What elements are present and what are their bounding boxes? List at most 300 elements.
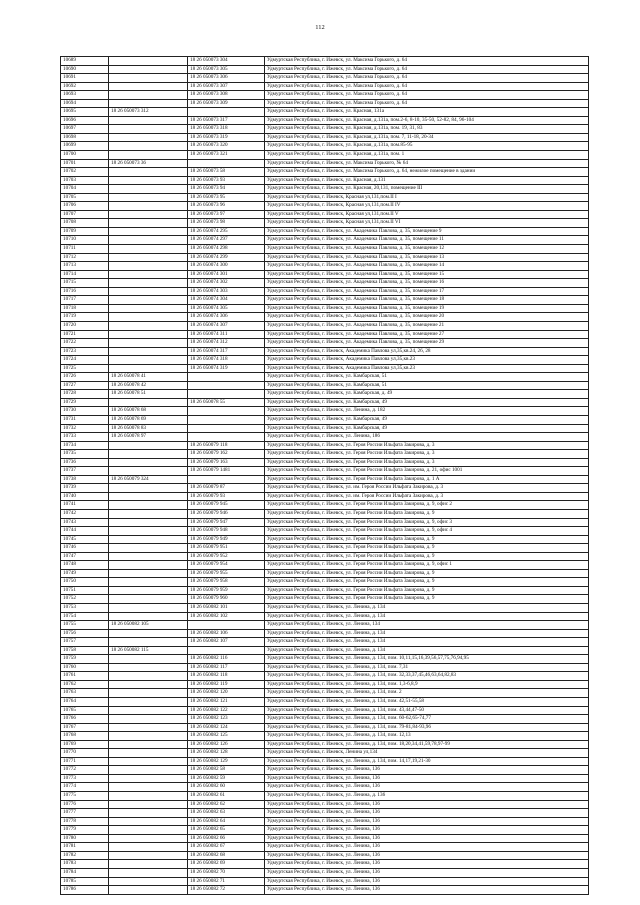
land-plot-cadastral-number-cell bbox=[109, 193, 188, 202]
address-cell: Удмуртская Республика, г. Ижевск, ул. Академика Павлова, д. 35, помещение 19 bbox=[265, 304, 589, 313]
building-cadastral-number-cell: 18 26 050074 312 bbox=[188, 339, 265, 348]
table-row bbox=[61, 544, 589, 553]
building-cadastral-number-cell: 18 26 050079 945 bbox=[188, 501, 265, 510]
land-plot-cadastral-number-cell bbox=[109, 202, 188, 211]
land-plot-cadastral-number-cell bbox=[109, 304, 188, 313]
row-number-cell: 10706 bbox=[61, 202, 109, 211]
land-plot-cadastral-number-cell: 18 26 050082 105 bbox=[109, 621, 188, 630]
row-number-cell: 10715 bbox=[61, 279, 109, 288]
row-number-cell: 10731 bbox=[61, 415, 109, 424]
table-row bbox=[61, 287, 589, 296]
table-row bbox=[61, 886, 589, 895]
land-plot-cadastral-number-cell bbox=[109, 270, 188, 279]
building-cadastral-number-cell: 18 26 050082 70 bbox=[188, 868, 265, 877]
table-row bbox=[61, 398, 589, 407]
land-plot-cadastral-number-cell bbox=[109, 185, 188, 194]
table-row bbox=[61, 296, 589, 305]
table-row bbox=[61, 458, 589, 467]
row-number-cell: 10697 bbox=[61, 125, 109, 134]
table-row bbox=[61, 826, 589, 835]
table-row bbox=[61, 159, 589, 168]
address-cell: Удмуртская Республика, г. Ижевск, ул. Академика Павлова, д. 35, помещение 29 bbox=[265, 339, 589, 348]
table-row bbox=[61, 672, 589, 681]
row-number-cell: 10751 bbox=[61, 586, 109, 595]
land-plot-cadastral-number-cell bbox=[109, 219, 188, 228]
table-row bbox=[61, 321, 589, 330]
row-number-cell: 10728 bbox=[61, 390, 109, 399]
row-number-cell: 10771 bbox=[61, 757, 109, 766]
building-cadastral-number-cell bbox=[188, 433, 265, 442]
row-number-cell: 10764 bbox=[61, 698, 109, 707]
row-number-cell: 10692 bbox=[61, 82, 109, 91]
land-plot-cadastral-number-cell: 18 26 050078 41 bbox=[109, 373, 188, 382]
row-number-cell: 10718 bbox=[61, 304, 109, 313]
land-plot-cadastral-number-cell bbox=[109, 321, 188, 330]
row-number-cell: 10736 bbox=[61, 458, 109, 467]
land-plot-cadastral-number-cell bbox=[109, 168, 188, 177]
row-number-cell: 10741 bbox=[61, 501, 109, 510]
row-number-cell: 10755 bbox=[61, 621, 109, 630]
building-cadastral-number-cell: 18 26 050074 300 bbox=[188, 262, 265, 271]
table-row bbox=[61, 65, 589, 74]
row-number-cell: 10714 bbox=[61, 270, 109, 279]
table-row bbox=[61, 680, 589, 689]
table-row bbox=[61, 612, 589, 621]
land-plot-cadastral-number-cell bbox=[109, 57, 188, 66]
address-cell: Удмуртская Республика, г. Ижевск, ул. Красная, д.131а, пом.85-95 bbox=[265, 142, 589, 151]
row-number-cell: 10756 bbox=[61, 629, 109, 638]
row-number-cell: 10745 bbox=[61, 535, 109, 544]
building-cadastral-number-cell: 18 26 050082 71 bbox=[188, 877, 265, 886]
table-row bbox=[61, 467, 589, 476]
row-number-cell: 10785 bbox=[61, 877, 109, 886]
table-row bbox=[61, 142, 589, 151]
row-number-cell: 10758 bbox=[61, 646, 109, 655]
address-cell: Удмуртская Республика, г. Ижевск, ул. Героя России Ильфата Закирова, д. 9 bbox=[265, 578, 589, 587]
building-cadastral-number-cell: 18 26 050074 317 bbox=[188, 347, 265, 356]
row-number-cell: 10765 bbox=[61, 706, 109, 715]
row-number-cell: 10712 bbox=[61, 253, 109, 262]
row-number-cell: 10753 bbox=[61, 604, 109, 613]
table-row bbox=[61, 99, 589, 108]
address-cell: Удмуртская Республика, г. Ижевск, ул. Ленина, 136 bbox=[265, 826, 589, 835]
table-row bbox=[61, 390, 589, 399]
address-cell: Удмуртская Республика, г. Ижевск, ул. Героя России Ильфата Закирова, д. 3 bbox=[265, 458, 589, 467]
building-cadastral-number-cell: 18 26 050079 947 bbox=[188, 518, 265, 527]
building-cadastral-number-cell bbox=[188, 373, 265, 382]
table-row bbox=[61, 253, 589, 262]
table-row bbox=[61, 621, 589, 630]
address-cell: Удмуртская Республика, г. Ижевск, ул. Ленина, 186 bbox=[265, 433, 589, 442]
building-cadastral-number-cell bbox=[188, 381, 265, 390]
table-row bbox=[61, 766, 589, 775]
land-plot-cadastral-number-cell bbox=[109, 612, 188, 621]
table-row bbox=[61, 424, 589, 433]
row-number-cell: 10719 bbox=[61, 313, 109, 322]
building-cadastral-number-cell: 18 26 050082 129 bbox=[188, 757, 265, 766]
address-cell: Удмуртская Республика, г. Ижевск, ул. Красная, д.131а, пом.2-6, 8-10, 35-50, 52-82, 84, 96-104 bbox=[265, 116, 589, 125]
land-plot-cadastral-number-cell bbox=[109, 723, 188, 732]
address-cell: Удмуртская Республика, г. Ижевск, Академика Павлова ул,35,кв.23 bbox=[265, 356, 589, 365]
table-row bbox=[61, 227, 589, 236]
address-cell: Удмуртская Республика, г. Ижевск, ул. Ленина, д. 134 bbox=[265, 612, 589, 621]
address-cell: Удмуртская Республика, г. Ижевск, ул. Героя России Ильфата Закирова, д. 9, офис 2 bbox=[265, 501, 589, 510]
land-plot-cadastral-number-cell bbox=[109, 74, 188, 83]
table-row bbox=[61, 245, 589, 254]
building-cadastral-number-cell: 18 26 050073 319 bbox=[188, 133, 265, 142]
address-cell: Удмуртская Республика, г. Ижевск, ул. Ленина, д. 134, пом. 10,11,15,16,39,56,57,75,76,94,95 bbox=[265, 655, 589, 664]
address-cell: Удмуртская Республика, г. Ижевск, Красная ул,131,пом.II V bbox=[265, 210, 589, 219]
address-cell: Удмуртская Республика, г. Ижевск, ул. Красная, д.131 bbox=[265, 176, 589, 185]
building-cadastral-number-cell: 18 26 050079 87 bbox=[188, 484, 265, 493]
table-row bbox=[61, 757, 589, 766]
row-number-cell: 10695 bbox=[61, 108, 109, 117]
table-row bbox=[61, 108, 589, 117]
row-number-cell: 10746 bbox=[61, 544, 109, 553]
building-cadastral-number-cell: 18 26 050082 123 bbox=[188, 715, 265, 724]
address-cell: Удмуртская Республика, г. Ижевск, ул. Героя России Ильфата Закирова, д. 9, офис 1 bbox=[265, 561, 589, 570]
row-number-cell: 10782 bbox=[61, 851, 109, 860]
table-row bbox=[61, 347, 589, 356]
table-row bbox=[61, 415, 589, 424]
land-plot-cadastral-number-cell: 18 26 050078 42 bbox=[109, 381, 188, 390]
building-cadastral-number-cell: 18 26 050074 304 bbox=[188, 296, 265, 305]
address-cell: Удмуртская Республика, г. Ижевск, ул. Красная, д.131а, пом. 7, 11-18, 20-34 bbox=[265, 133, 589, 142]
building-cadastral-number-cell: 18 26 050073 309 bbox=[188, 99, 265, 108]
row-number-cell: 10775 bbox=[61, 792, 109, 801]
address-cell: Удмуртская Республика, г. Ижевск, ул. Героя России Ильфата Закирова, д. 9 bbox=[265, 586, 589, 595]
address-cell: Удмуртская Республика, г. Ижевск, ул. Ленина, д. 134, пом. 43,44,47-50 bbox=[265, 706, 589, 715]
row-number-cell: 10723 bbox=[61, 347, 109, 356]
land-plot-cadastral-number-cell bbox=[109, 364, 188, 373]
land-plot-cadastral-number-cell bbox=[109, 65, 188, 74]
row-number-cell: 10705 bbox=[61, 193, 109, 202]
address-cell: Удмуртская Республика, г. Ижевск, ул. Камбарская, 49 bbox=[265, 424, 589, 433]
building-cadastral-number-cell: 18 26 050079 946 bbox=[188, 509, 265, 518]
table-row bbox=[61, 330, 589, 339]
building-cadastral-number-cell: 18 26 050079 163 bbox=[188, 458, 265, 467]
table-row bbox=[61, 381, 589, 390]
address-cell: Удмуртская Республика, г. Ижевск, ул. Ленина, д. 134, пом. 12,13 bbox=[265, 732, 589, 741]
table-row bbox=[61, 698, 589, 707]
row-number-cell: 10704 bbox=[61, 185, 109, 194]
row-number-cell: 10766 bbox=[61, 715, 109, 724]
table-row bbox=[61, 125, 589, 134]
address-cell: Удмуртская Республика, г. Ижевск, ул. Ленина, 136 bbox=[265, 834, 589, 843]
address-cell: Удмуртская Республика, г. Ижевск, ул. Героя России Ильфата Закирова, д. 1 А bbox=[265, 475, 589, 484]
address-cell: Удмуртская Республика, г. Ижевск, ул. им. Героя России Ильфата Закирова, д. 3 bbox=[265, 492, 589, 501]
row-number-cell: 10709 bbox=[61, 227, 109, 236]
address-cell: Удмуртская Республика, г. Ижевск, Красная ул,131,пом.II VI bbox=[265, 219, 589, 228]
table-row bbox=[61, 629, 589, 638]
land-plot-cadastral-number-cell bbox=[109, 509, 188, 518]
table-row bbox=[61, 176, 589, 185]
row-number-cell: 10696 bbox=[61, 116, 109, 125]
building-cadastral-number-cell: 18 26 050073 95 bbox=[188, 193, 265, 202]
land-plot-cadastral-number-cell bbox=[109, 441, 188, 450]
land-plot-cadastral-number-cell bbox=[109, 800, 188, 809]
land-plot-cadastral-number-cell bbox=[109, 142, 188, 151]
row-number-cell: 10710 bbox=[61, 236, 109, 245]
land-plot-cadastral-number-cell bbox=[109, 339, 188, 348]
land-plot-cadastral-number-cell: 18 26 050078 69 bbox=[109, 415, 188, 424]
land-plot-cadastral-number-cell bbox=[109, 809, 188, 818]
land-plot-cadastral-number-cell bbox=[109, 757, 188, 766]
building-cadastral-number-cell: 18 26 050074 311 bbox=[188, 330, 265, 339]
land-plot-cadastral-number-cell bbox=[109, 176, 188, 185]
address-cell: Удмуртская Республика, г. Ижевск, ул. Героя России Ильфата Закирова, д. 3 bbox=[265, 450, 589, 459]
building-cadastral-number-cell: 18 26 050073 304 bbox=[188, 57, 265, 66]
address-cell: Удмуртская Республика, г. Ижевск, ул. Академика Павлова, д. 35, помещение 12 bbox=[265, 245, 589, 254]
row-number-cell: 10698 bbox=[61, 133, 109, 142]
address-cell: Удмуртская Республика, г. Ижевск, ул. Героя России Ильфата Закирова, д. 9, офис 3 bbox=[265, 518, 589, 527]
table-row bbox=[61, 663, 589, 672]
row-number-cell: 10690 bbox=[61, 65, 109, 74]
building-cadastral-number-cell: 18 26 050082 117 bbox=[188, 663, 265, 672]
table-row bbox=[61, 202, 589, 211]
row-number-cell: 10772 bbox=[61, 766, 109, 775]
table-row bbox=[61, 868, 589, 877]
building-cadastral-number-cell: 18 26 050082 69 bbox=[188, 860, 265, 869]
address-cell: Удмуртская Республика, г. Ижевск, ул. Героя России Ильфата Закирова, д. 9 bbox=[265, 595, 589, 604]
land-plot-cadastral-number-cell bbox=[109, 552, 188, 561]
address-cell: Удмуртская Республика, г. Ижевск, ул. Красная, д.131а, пом. 19, 31, 83 bbox=[265, 125, 589, 134]
row-number-cell: 10769 bbox=[61, 740, 109, 749]
land-plot-cadastral-number-cell bbox=[109, 578, 188, 587]
row-number-cell: 10722 bbox=[61, 339, 109, 348]
building-cadastral-number-cell: 18 26 050079 952 bbox=[188, 552, 265, 561]
building-cadastral-number-cell: 18 26 050073 93 bbox=[188, 176, 265, 185]
land-plot-cadastral-number-cell: 18 26 050082 115 bbox=[109, 646, 188, 655]
address-cell: Удмуртская Республика, г. Ижевск, ул. Героя России Ильфата Закирова, д. 9 bbox=[265, 535, 589, 544]
address-cell: Удмуртская Республика, г. Ижевск, ул. Героя России Ильфата Закирова, д. 9 bbox=[265, 509, 589, 518]
row-number-cell: 10754 bbox=[61, 612, 109, 621]
building-cadastral-number-cell: 18 26 050082 126 bbox=[188, 740, 265, 749]
address-cell: Удмуртская Республика, г. Ижевск, ул. Героя России Ильфата Закирова, д. 9 bbox=[265, 552, 589, 561]
row-number-cell: 10767 bbox=[61, 723, 109, 732]
table-row bbox=[61, 151, 589, 160]
table-row bbox=[61, 792, 589, 801]
land-plot-cadastral-number-cell bbox=[109, 834, 188, 843]
row-number-cell: 10737 bbox=[61, 467, 109, 476]
table-row bbox=[61, 475, 589, 484]
building-cadastral-number-cell: 18 26 050073 317 bbox=[188, 116, 265, 125]
land-plot-cadastral-number-cell bbox=[109, 236, 188, 245]
land-plot-cadastral-number-cell bbox=[109, 672, 188, 681]
building-cadastral-number-cell: 18 26 050082 121 bbox=[188, 698, 265, 707]
table-row bbox=[61, 595, 589, 604]
row-number-cell: 10774 bbox=[61, 783, 109, 792]
address-cell: Удмуртская Республика, г. Ижевск, ул. Ленина, д. 134, пом. 2 bbox=[265, 689, 589, 698]
building-cadastral-number-cell bbox=[188, 621, 265, 630]
building-cadastral-number-cell: 18 26 050079 959 bbox=[188, 586, 265, 595]
row-number-cell: 10700 bbox=[61, 151, 109, 160]
building-cadastral-number-cell bbox=[188, 390, 265, 399]
address-cell: Удмуртская Республика, г. Ижевск, ул. Героя России Ильфата Закирова, д. 3 bbox=[265, 441, 589, 450]
table-row bbox=[61, 569, 589, 578]
row-number-cell: 10742 bbox=[61, 509, 109, 518]
row-number-cell: 10708 bbox=[61, 219, 109, 228]
table-row bbox=[61, 441, 589, 450]
table-row bbox=[61, 356, 589, 365]
building-cadastral-number-cell: 18 26 050073 97 bbox=[188, 210, 265, 219]
address-cell: Удмуртская Республика, г. Ижевск, ул. Ленина, д. 134 bbox=[265, 629, 589, 638]
row-number-cell: 10757 bbox=[61, 638, 109, 647]
land-plot-cadastral-number-cell bbox=[109, 330, 188, 339]
address-cell: Удмуртская Республика, г. Ижевск, ул. Максима Горького, д. 64, нежилое помещение в здании bbox=[265, 168, 589, 177]
row-number-cell: 10763 bbox=[61, 689, 109, 698]
land-plot-cadastral-number-cell bbox=[109, 826, 188, 835]
address-cell: Удмуртская Республика, г. Ижевск, ул. Красная, 131а bbox=[265, 108, 589, 117]
row-number-cell: 10693 bbox=[61, 91, 109, 100]
row-number-cell: 10713 bbox=[61, 262, 109, 271]
row-number-cell: 10732 bbox=[61, 424, 109, 433]
row-number-cell: 10711 bbox=[61, 245, 109, 254]
table-row bbox=[61, 433, 589, 442]
land-plot-cadastral-number-cell bbox=[109, 347, 188, 356]
land-plot-cadastral-number-cell bbox=[109, 663, 188, 672]
building-cadastral-number-cell: 18 26 050074 303 bbox=[188, 287, 265, 296]
row-number-cell: 10689 bbox=[61, 57, 109, 66]
table-row bbox=[61, 219, 589, 228]
address-cell: Удмуртская Республика, г. Ижевск, ул. Ленина, 136 bbox=[265, 868, 589, 877]
table-row bbox=[61, 851, 589, 860]
address-cell: Удмуртская Республика, г. Ижевск, ул. Ленина, 136 bbox=[265, 886, 589, 895]
row-number-cell: 10760 bbox=[61, 663, 109, 672]
table-row bbox=[61, 843, 589, 852]
row-number-cell: 10777 bbox=[61, 809, 109, 818]
row-number-cell: 10733 bbox=[61, 433, 109, 442]
land-plot-cadastral-number-cell bbox=[109, 783, 188, 792]
land-plot-cadastral-number-cell bbox=[109, 851, 188, 860]
land-plot-cadastral-number-cell bbox=[109, 535, 188, 544]
building-cadastral-number-cell: 18 26 050082 120 bbox=[188, 689, 265, 698]
row-number-cell: 10730 bbox=[61, 407, 109, 416]
address-cell: Удмуртская Республика, г. Ижевск, ул. Героя России Ильфата Закирова, д. 21, офис 1001 bbox=[265, 467, 589, 476]
land-plot-cadastral-number-cell bbox=[109, 629, 188, 638]
row-number-cell: 10720 bbox=[61, 321, 109, 330]
table-row bbox=[61, 91, 589, 100]
row-number-cell: 10748 bbox=[61, 561, 109, 570]
land-plot-cadastral-number-cell bbox=[109, 595, 188, 604]
table-row bbox=[61, 450, 589, 459]
land-plot-cadastral-number-cell bbox=[109, 749, 188, 758]
land-plot-cadastral-number-cell bbox=[109, 501, 188, 510]
address-cell: Удмуртская Республика, г. Ижевск, ул. Ленина, 136 bbox=[265, 766, 589, 775]
row-number-cell: 10707 bbox=[61, 210, 109, 219]
table-row bbox=[61, 407, 589, 416]
table-row bbox=[61, 57, 589, 66]
building-cadastral-number-cell: 18 26 050079 93 bbox=[188, 492, 265, 501]
address-cell: Удмуртская Республика, г. Ижевск, ул. Ленина, д. 182 bbox=[265, 407, 589, 416]
building-cadastral-number-cell bbox=[188, 475, 265, 484]
row-number-cell: 10738 bbox=[61, 475, 109, 484]
row-number-cell: 10703 bbox=[61, 176, 109, 185]
row-number-cell: 10725 bbox=[61, 364, 109, 373]
building-cadastral-number-cell: 18 26 050082 66 bbox=[188, 834, 265, 843]
building-cadastral-number-cell: 18 26 050082 106 bbox=[188, 629, 265, 638]
building-cadastral-number-cell bbox=[188, 159, 265, 168]
table-row bbox=[61, 270, 589, 279]
building-cadastral-number-cell: 18 26 050079 958 bbox=[188, 578, 265, 587]
row-number-cell: 10761 bbox=[61, 672, 109, 681]
table-row bbox=[61, 586, 589, 595]
land-plot-cadastral-number-cell bbox=[109, 279, 188, 288]
address-cell: Удмуртская Республика, г. Ижевск, ул. Ленина, д. 134, пом. 79-81,84-93,96 bbox=[265, 723, 589, 732]
table-row bbox=[61, 740, 589, 749]
address-cell: Удмуртская Республика, г. Ижевск, ул. им. Героя России Ильфата Закирова, д. 3 bbox=[265, 484, 589, 493]
building-cadastral-number-cell: 18 26 050074 306 bbox=[188, 313, 265, 322]
land-plot-cadastral-number-cell bbox=[109, 91, 188, 100]
address-cell: Удмуртская Республика, г. Ижевск, ул. Ленина, д. 134 bbox=[265, 646, 589, 655]
land-plot-cadastral-number-cell bbox=[109, 860, 188, 869]
table-row bbox=[61, 655, 589, 664]
table-row bbox=[61, 732, 589, 741]
building-cadastral-number-cell: 18 26 050073 94 bbox=[188, 185, 265, 194]
address-cell: Удмуртская Республика, г. Ижевск, ул. Академика Павлова, д. 35, помещение 14 bbox=[265, 262, 589, 271]
table-row bbox=[61, 210, 589, 219]
table-row bbox=[61, 185, 589, 194]
land-plot-cadastral-number-cell bbox=[109, 740, 188, 749]
land-plot-cadastral-number-cell bbox=[109, 210, 188, 219]
building-cadastral-number-cell: 18 26 050082 101 bbox=[188, 604, 265, 613]
building-cadastral-number-cell: 18 26 050078 55 bbox=[188, 398, 265, 407]
address-cell: Удмуртская Республика, г. Ижевск, ул. Академика Павлова, д. 35, помещение 21 bbox=[265, 321, 589, 330]
row-number-cell: 10778 bbox=[61, 817, 109, 826]
land-plot-cadastral-number-cell bbox=[109, 467, 188, 476]
land-plot-cadastral-number-cell bbox=[109, 886, 188, 895]
row-number-cell: 10702 bbox=[61, 168, 109, 177]
row-number-cell: 10762 bbox=[61, 680, 109, 689]
building-cadastral-number-cell: 18 26 050073 98 bbox=[188, 219, 265, 228]
building-cadastral-number-cell: 18 26 050082 64 bbox=[188, 817, 265, 826]
building-cadastral-number-cell: 18 26 050082 125 bbox=[188, 732, 265, 741]
land-plot-cadastral-number-cell bbox=[109, 227, 188, 236]
building-cadastral-number-cell: 18 26 050079 951 bbox=[188, 544, 265, 553]
land-plot-cadastral-number-cell bbox=[109, 604, 188, 613]
address-cell: Удмуртская Республика, г. Ижевск, ул. Академика Павлова, д. 35, помещение 15 bbox=[265, 270, 589, 279]
row-number-cell: 10744 bbox=[61, 527, 109, 536]
cadastral-register-table bbox=[60, 56, 589, 895]
building-cadastral-number-cell: 18 26 050082 122 bbox=[188, 706, 265, 715]
building-cadastral-number-cell: 18 26 050079 960 bbox=[188, 595, 265, 604]
building-cadastral-number-cell: 18 26 050079 118 bbox=[188, 441, 265, 450]
land-plot-cadastral-number-cell bbox=[109, 82, 188, 91]
building-cadastral-number-cell: 18 26 050082 116 bbox=[188, 655, 265, 664]
land-plot-cadastral-number-cell bbox=[109, 287, 188, 296]
land-plot-cadastral-number-cell bbox=[109, 655, 188, 664]
land-plot-cadastral-number-cell bbox=[109, 458, 188, 467]
row-number-cell: 10740 bbox=[61, 492, 109, 501]
table-row bbox=[61, 262, 589, 271]
building-cadastral-number-cell: 18 26 050082 118 bbox=[188, 672, 265, 681]
building-cadastral-number-cell: 18 26 050073 306 bbox=[188, 74, 265, 83]
building-cadastral-number-cell: 18 26 050073 318 bbox=[188, 125, 265, 134]
building-cadastral-number-cell: 18 26 050079 955 bbox=[188, 569, 265, 578]
building-cadastral-number-cell: 18 26 050073 305 bbox=[188, 65, 265, 74]
land-plot-cadastral-number-cell bbox=[109, 356, 188, 365]
building-cadastral-number-cell: 18 26 050074 297 bbox=[188, 236, 265, 245]
address-cell: Удмуртская Республика, г. Ижевск, ул. Ленина, д. 134, пом. 60-62,65-74,77 bbox=[265, 715, 589, 724]
building-cadastral-number-cell bbox=[188, 646, 265, 655]
row-number-cell: 10717 bbox=[61, 296, 109, 305]
building-cadastral-number-cell: 18 26 050082 107 bbox=[188, 638, 265, 647]
building-cadastral-number-cell: 18 26 050074 307 bbox=[188, 321, 265, 330]
table-row bbox=[61, 364, 589, 373]
land-plot-cadastral-number-cell bbox=[109, 313, 188, 322]
building-cadastral-number-cell: 18 26 050073 307 bbox=[188, 82, 265, 91]
land-plot-cadastral-number-cell: 18 26 050073 36 bbox=[109, 159, 188, 168]
